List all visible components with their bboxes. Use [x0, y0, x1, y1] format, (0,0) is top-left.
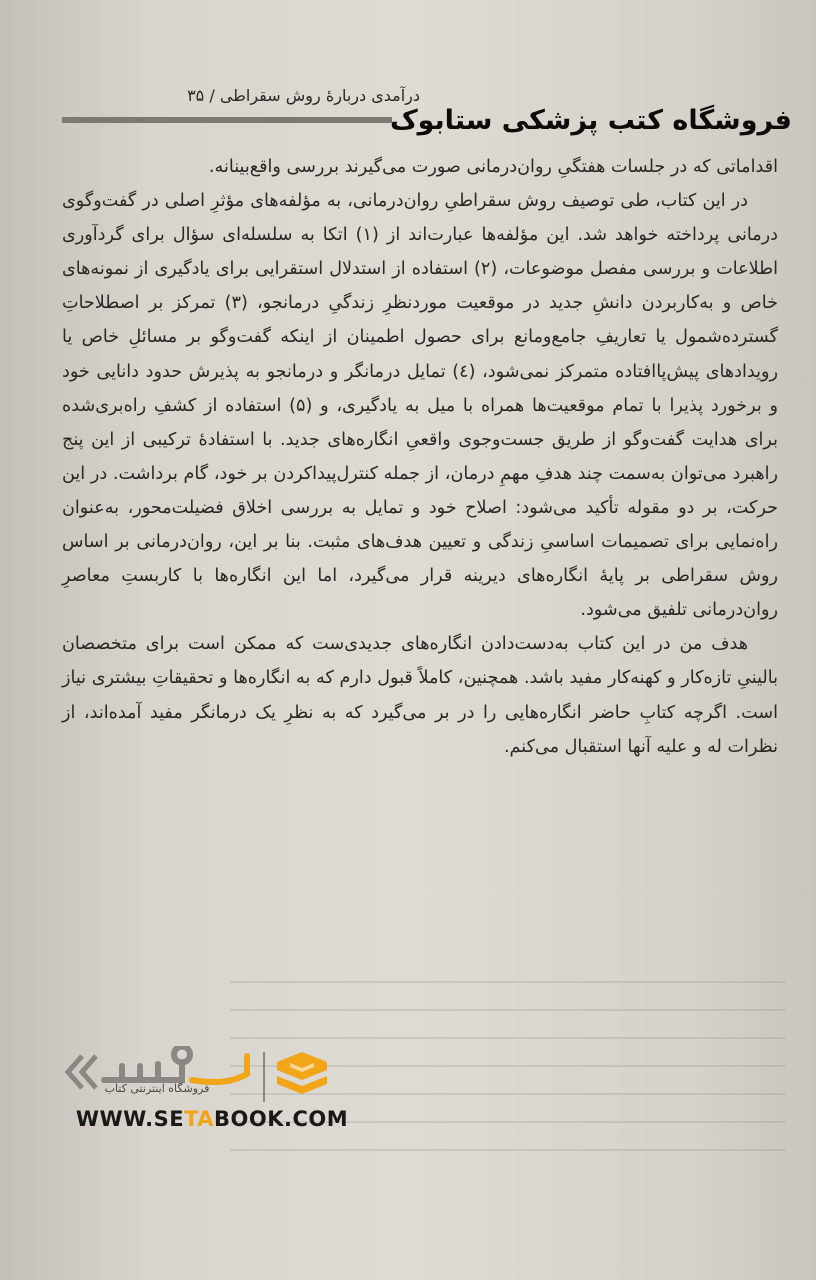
paragraph-2: در این کتاب، طی توصیف روش سقراطیِ روان‌درمانی، به مؤلفه‌های مؤثرِ اصلی در گفت‌وگوی درمانی پرداخته خواهد شد. این مؤلفه‌ها عبارت‌اند از (۱) اتکا به سلسله‌ای سؤال برای گردآوری اطلاعات و بررسی مفصل موضوعات، (۲) استفاده از استدلال استقرایی برای یادگیری از نمونه‌های خاص و به‌کاربردن دانشِ جدید در موقعیت موردنظرِ زندگیِ درمانجو، (۳) تمرکز بر اصطلاحاتِ گسترده‌شمول یا تعاریفِ جامع‌ومانع برای حصول اطمینان از اینکه گفت‌وگو بر مسائلِ خاص یا رویدادهای پیش‌پاافتاده متمرکز نمی‌شود، (٤) تمایل درمانگر و درمانجو به پذیرش حدود دانایی خود و برخورد پذیرا با تمام موقعیت‌ها همراه با میل به یادگیری، و (۵) استفاده از کشفِ راه‌بری‌شده برای هدایت گفت‌وگو از طریق جست‌وجوی واقعیِ انگاره‌های جدید. با استفادهٔ ترکیبی از این پنج راهبرد می‌توان به‌سمت چند هدفِ مهمِ درمان، از جمله کنترل‌پیداکردن بر خود، گام برداشت. در این حرکت، بر دو مقوله تأکید می‌شود: اصلاح خود و تمایل به بررسی اخلاق فضیلت‌محور، به‌عنوان راه‌نمایی برای تصمیمات اساسیِ زندگی و تعیین هدف‌های مثبت. بنا بر این، روان‌درمانی بر اساس روش سقراطی بر پایهٔ انگاره‌های دیرینه قرار می‌گیرد، اما این انگاره‌ها با کاربستِ معاصرِ روان‌درمانی تلفیق می‌شود. [62, 191, 779, 621]
store-watermark-title: فروشگاه کتب پزشکی ستابوک [389, 105, 792, 136]
paragraph-3: هدف من در این کتاب به‌دست‌دادن انگاره‌های جدیدی‌ست که ممکن است برای متخصصان بالینیِ تازه‌کار و کهنه‌کار مفید باشد. همچنین، کاملاً قبول دارم که به انگاره‌ها و تحقیقاتِ بیشتری نیاز است. اگرچه کتابِ حاضر انگاره‌هایی را در بر می‌گیرد که به نظرِ یک درمانگر مفید آمده‌اند، از نظرات له و علیه آنها استقبال می‌کنم. [62, 634, 778, 757]
url-accent: TA [184, 1107, 215, 1131]
logo-url [62, 1104, 362, 1134]
body-text [62, 150, 778, 764]
url-prefix: WWW.SE [75, 1107, 185, 1131]
logo-tagline: فروشگاه اینترنتی کتاب [104, 1082, 210, 1095]
url-suffix: BOOK.COM [214, 1107, 349, 1131]
setabook-logo [62, 1046, 362, 1136]
paragraph-1: اقداماتی که در جلسات هفتگیِ روان‌درمانی صورت می‌گیرند بررسی واقع‌بینانه. [208, 157, 778, 177]
running-header: درآمدی دربارهٔ روش سقراطی / ۳۵ [187, 86, 420, 105]
header-rule [62, 117, 392, 123]
